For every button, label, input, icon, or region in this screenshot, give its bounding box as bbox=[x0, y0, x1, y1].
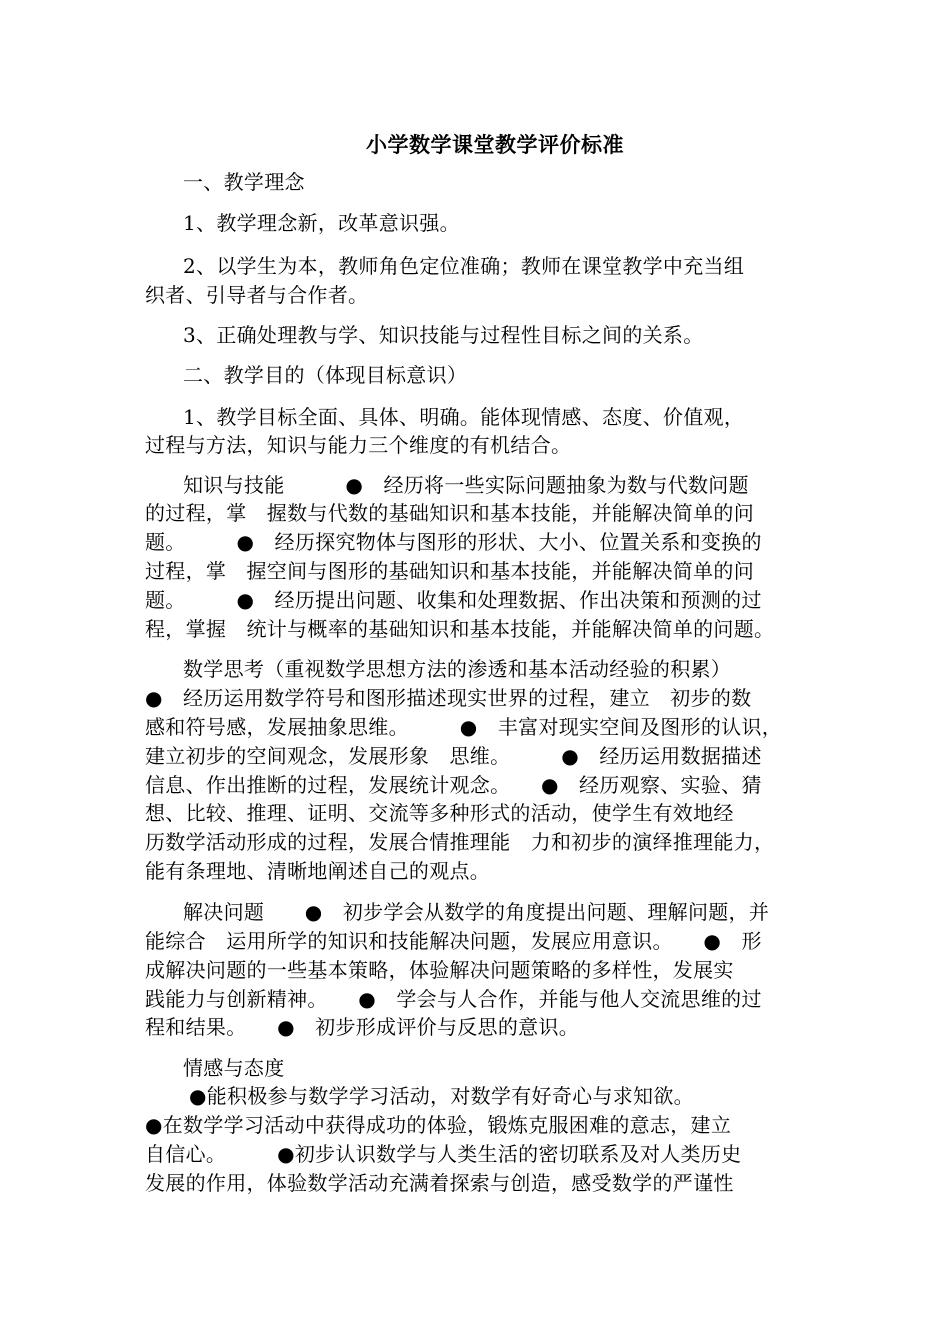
section-heading-teaching-goal: 二、教学目的（体现目标意识） bbox=[183, 363, 468, 387]
paragraph-line: 信息、作出推断的过程，发展统计观念。 ● 经历观察、实验、猜 bbox=[145, 773, 762, 797]
paragraph-line: 程，掌握 统计与概率的基础知识和基本技能，并能解决简单的问题。 bbox=[145, 617, 775, 641]
document-title: 小学数学课堂教学评价标准 bbox=[366, 132, 624, 157]
paragraph-line: 过程与方法，知识与能力三个维度的有机结合。 bbox=[145, 433, 572, 457]
paragraph-line: 1、教学目标全面、具体、明确。能体现情感、态度、价值观， bbox=[183, 405, 745, 429]
paragraph-line: 成解决问题的一些基本策略，体验解决问题策略的多样性，发展实 bbox=[145, 958, 734, 982]
paragraph-line: 过程，掌 握空间与图形的基础知识和基本技能，并能解决简单的问 bbox=[145, 559, 754, 583]
section-heading-teaching-concept: 一、教学理念 bbox=[183, 170, 305, 194]
paragraph-line: 能综合 运用所学的知识和技能解决问题，发展应用意识。 ● 形 bbox=[145, 929, 762, 953]
paragraph-line: 自信心。 ●初步认识数学与人类生活的密切联系及对人类历史 bbox=[145, 1142, 742, 1166]
paragraph-line: 1、教学理念新，改革意识强。 bbox=[183, 211, 460, 235]
paragraph-line: 建立初步的空间观念，发展形象 思维。 ● 经历运用数据描述 bbox=[145, 744, 762, 768]
paragraph-line: 2、以学生为本，教师角色定位准确；教师在课堂教学中充当组 bbox=[183, 254, 745, 278]
paragraph-line: 发展的作用，体验数学活动充满着探索与创造，感受数学的严谨性 bbox=[145, 1171, 734, 1195]
paragraph-line: 历数学活动形成的过程，发展合情推理能 力和初步的演绎推理能力， bbox=[145, 830, 775, 854]
paragraph-line: 践能力与创新精神。 ● 学会与人合作，并能与他人交流思维的过 bbox=[145, 987, 762, 1011]
paragraph-line: 程和结果。 ● 初步形成评价与反思的意识。 bbox=[145, 1015, 580, 1039]
paragraph-line: 题。 ● 经历提出问题、收集和处理数据、作出决策和预测的过 bbox=[145, 588, 762, 612]
paragraph-line: 情感与态度 bbox=[183, 1056, 285, 1080]
paragraph-line: 想、比较、推理、证明、交流等多种形式的活动，使学生有效地经 bbox=[145, 801, 734, 825]
paragraph-line: ●能积极参与数学学习活动，对数学有好奇心与求知欲。 bbox=[189, 1084, 694, 1108]
paragraph-line: ● 经历运用数学符号和图形描述现实世界的过程，建立 初步的数 bbox=[145, 686, 752, 710]
paragraph-line: 知识与技能 ● 经历将一些实际问题抽象为数与代数问题 bbox=[183, 473, 749, 497]
paragraph-line: ●在数学学习活动中获得成功的体验，锻炼克服困难的意志，建立 bbox=[145, 1113, 732, 1137]
paragraph-line: 3、正确处理教与学、知识技能与过程性目标之间的关系。 bbox=[183, 323, 704, 347]
paragraph-line: 感和符号感，发展抽象思维。 ● 丰富对现实空间及图形的认识， bbox=[145, 715, 783, 739]
paragraph-line: 数学思考（重视数学思想方法的渗透和基本活动经验的积累） bbox=[183, 657, 732, 681]
paragraph-line: 织者、引导者与合作者。 bbox=[145, 283, 369, 307]
paragraph-line: 能有条理地、清晰地阐述自己的观点。 bbox=[145, 859, 491, 883]
paragraph-line: 题。 ● 经历探究物体与图形的形状、大小、位置关系和变换的 bbox=[145, 530, 762, 554]
paragraph-line: 解决问题 ● 初步学会从数学的角度提出问题、理解问题，并 bbox=[183, 900, 770, 924]
paragraph-line: 的过程，掌 握数与代数的基础知识和基本技能，并能解决简单的问 bbox=[145, 501, 754, 525]
